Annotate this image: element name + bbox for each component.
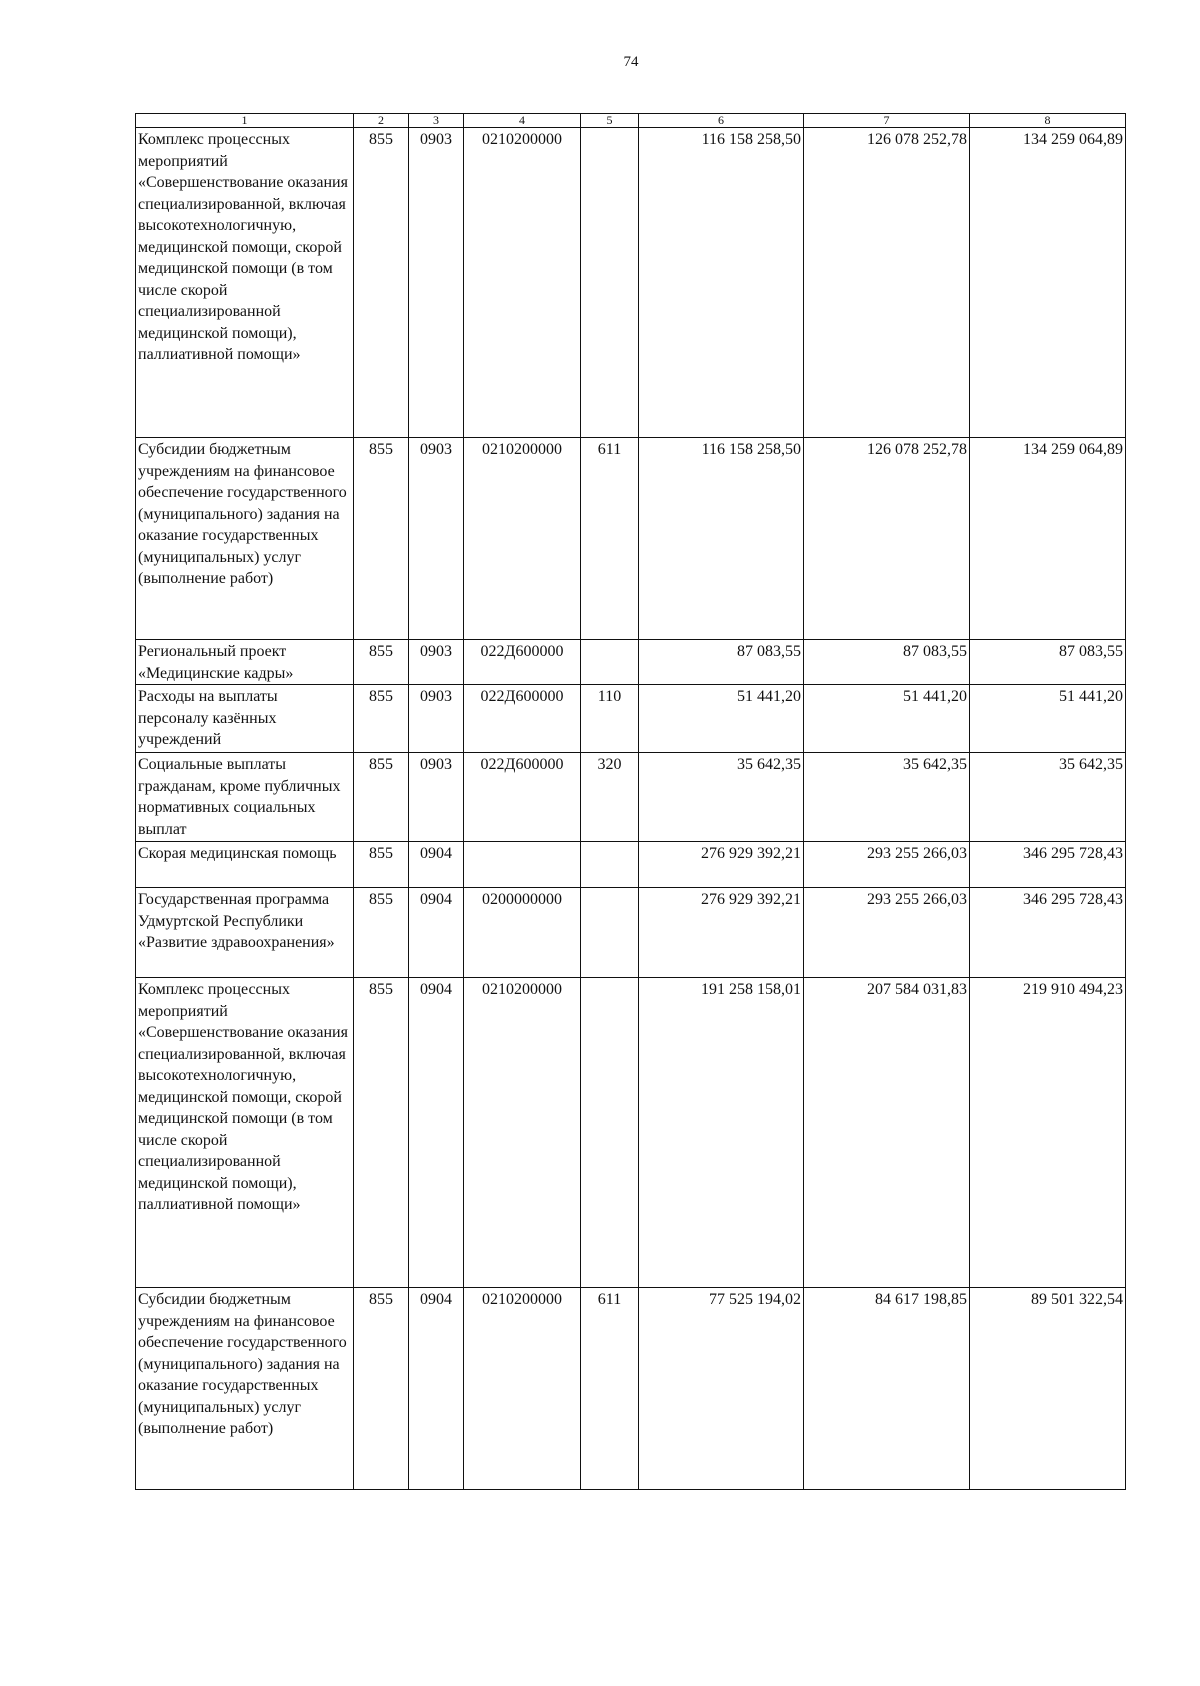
row-name: Скорая медицинская помощь — [136, 842, 354, 888]
budget-table — [135, 113, 1126, 1490]
row-expense-type — [581, 128, 639, 438]
row-section-code: 0904 — [409, 1288, 464, 1490]
row-section-code: 0904 — [409, 888, 464, 978]
header-col-7: 7 — [804, 114, 970, 128]
row-ministry-code: 855 — [354, 128, 409, 438]
row-amount-col8: 51 441,20 — [970, 685, 1126, 753]
row-amount-col6: 191 258 158,01 — [639, 978, 804, 1288]
row-ministry-code: 855 — [354, 888, 409, 978]
row-amount-col7: 35 642,35 — [804, 753, 970, 842]
row-expense-type — [581, 640, 639, 685]
row-amount-col8: 346 295 728,43 — [970, 842, 1126, 888]
row-name: Субсидии бюджетным учреждениям на финансовое обеспечение государственного (муниципального) задания на оказание государственных (муниципальных) услуг (выполнение работ) — [136, 438, 354, 640]
row-name: Расходы на выплаты персоналу казённых учреждений — [136, 685, 354, 753]
row-amount-col8: 219 910 494,23 — [970, 978, 1126, 1288]
row-expense-type: 611 — [581, 438, 639, 640]
row-ministry-code: 855 — [354, 640, 409, 685]
row-ministry-code: 855 — [354, 438, 409, 640]
row-target-code: 0210200000 — [464, 438, 581, 640]
table-row — [136, 685, 1126, 753]
row-expense-type: 110 — [581, 685, 639, 753]
row-amount-col7: 207 584 031,83 — [804, 978, 970, 1288]
row-target-code: 0210200000 — [464, 1288, 581, 1490]
header-col-6: 6 — [639, 114, 804, 128]
header-col-8: 8 — [970, 114, 1126, 128]
header-col-4: 4 — [464, 114, 581, 128]
row-expense-type — [581, 978, 639, 1288]
row-expense-type — [581, 842, 639, 888]
row-section-code: 0903 — [409, 128, 464, 438]
row-target-code: 022Д600000 — [464, 753, 581, 842]
row-amount-col8: 89 501 322,54 — [970, 1288, 1126, 1490]
row-ministry-code: 855 — [354, 753, 409, 842]
row-amount-col6: 87 083,55 — [639, 640, 804, 685]
row-name: Субсидии бюджетным учреждениям на финансовое обеспечение государственного (муниципального) задания на оказание государственных (муниципальных) услуг (выполнение работ) — [136, 1288, 354, 1490]
row-section-code: 0904 — [409, 978, 464, 1288]
row-target-code: 0210200000 — [464, 128, 581, 438]
row-amount-col6: 51 441,20 — [639, 685, 804, 753]
table-row — [136, 128, 1126, 438]
row-amount-col7: 293 255 266,03 — [804, 842, 970, 888]
row-amount-col8: 134 259 064,89 — [970, 128, 1126, 438]
table-row — [136, 753, 1126, 842]
row-section-code: 0903 — [409, 753, 464, 842]
row-target-code: 0200000000 — [464, 888, 581, 978]
row-amount-col7: 84 617 198,85 — [804, 1288, 970, 1490]
row-amount-col8: 35 642,35 — [970, 753, 1126, 842]
row-ministry-code: 855 — [354, 978, 409, 1288]
table-row — [136, 1288, 1126, 1490]
row-target-code — [464, 842, 581, 888]
row-target-code: 0210200000 — [464, 978, 581, 1288]
table-row — [136, 640, 1126, 685]
row-amount-col7: 293 255 266,03 — [804, 888, 970, 978]
row-name: Комплекс процессных мероприятий «Совершенствование оказания специализированной, включая высокотехнологичную, медицинской помощи, скорой медицинской помощи (в том числе скорой специализированной медицинской помощи), паллиативной помощи» — [136, 978, 354, 1288]
row-ministry-code: 855 — [354, 685, 409, 753]
row-section-code: 0903 — [409, 685, 464, 753]
row-expense-type: 320 — [581, 753, 639, 842]
row-ministry-code: 855 — [354, 1288, 409, 1490]
row-ministry-code: 855 — [354, 842, 409, 888]
row-name: Региональный проект «Медицинские кадры» — [136, 640, 354, 685]
row-name: Социальные выплаты гражданам, кроме публичных нормативных социальных выплат — [136, 753, 354, 842]
row-section-code: 0903 — [409, 438, 464, 640]
row-amount-col7: 87 083,55 — [804, 640, 970, 685]
row-amount-col6: 35 642,35 — [639, 753, 804, 842]
row-amount-col8: 134 259 064,89 — [970, 438, 1126, 640]
header-col-1: 1 — [136, 114, 354, 128]
row-target-code: 022Д600000 — [464, 640, 581, 685]
header-col-5: 5 — [581, 114, 639, 128]
row-amount-col6: 276 929 392,21 — [639, 842, 804, 888]
row-amount-col7: 126 078 252,78 — [804, 128, 970, 438]
row-amount-col7: 126 078 252,78 — [804, 438, 970, 640]
header-row — [136, 114, 1126, 128]
table-row — [136, 978, 1126, 1288]
row-amount-col6: 77 525 194,02 — [639, 1288, 804, 1490]
row-expense-type — [581, 888, 639, 978]
header-col-2: 2 — [354, 114, 409, 128]
table-row — [136, 842, 1126, 888]
table-row — [136, 888, 1126, 978]
row-amount-col8: 346 295 728,43 — [970, 888, 1126, 978]
row-amount-col7: 51 441,20 — [804, 685, 970, 753]
row-target-code: 022Д600000 — [464, 685, 581, 753]
row-section-code: 0903 — [409, 640, 464, 685]
header-col-3: 3 — [409, 114, 464, 128]
row-name: Государственная программа Удмуртской Республики «Развитие здравоохранения» — [136, 888, 354, 978]
row-amount-col6: 276 929 392,21 — [639, 888, 804, 978]
row-section-code: 0904 — [409, 842, 464, 888]
row-expense-type: 611 — [581, 1288, 639, 1490]
page-number: 74 — [623, 54, 639, 70]
table-row — [136, 438, 1126, 640]
row-amount-col6: 116 158 258,50 — [639, 128, 804, 438]
row-name: Комплекс процессных мероприятий «Совершенствование оказания специализированной, включая высокотехнологичную, медицинской помощи, скорой медицинской помощи (в том числе скорой специализированной медицинской помощи), паллиативной помощи» — [136, 128, 354, 438]
row-amount-col6: 116 158 258,50 — [639, 438, 804, 640]
row-amount-col8: 87 083,55 — [970, 640, 1126, 685]
